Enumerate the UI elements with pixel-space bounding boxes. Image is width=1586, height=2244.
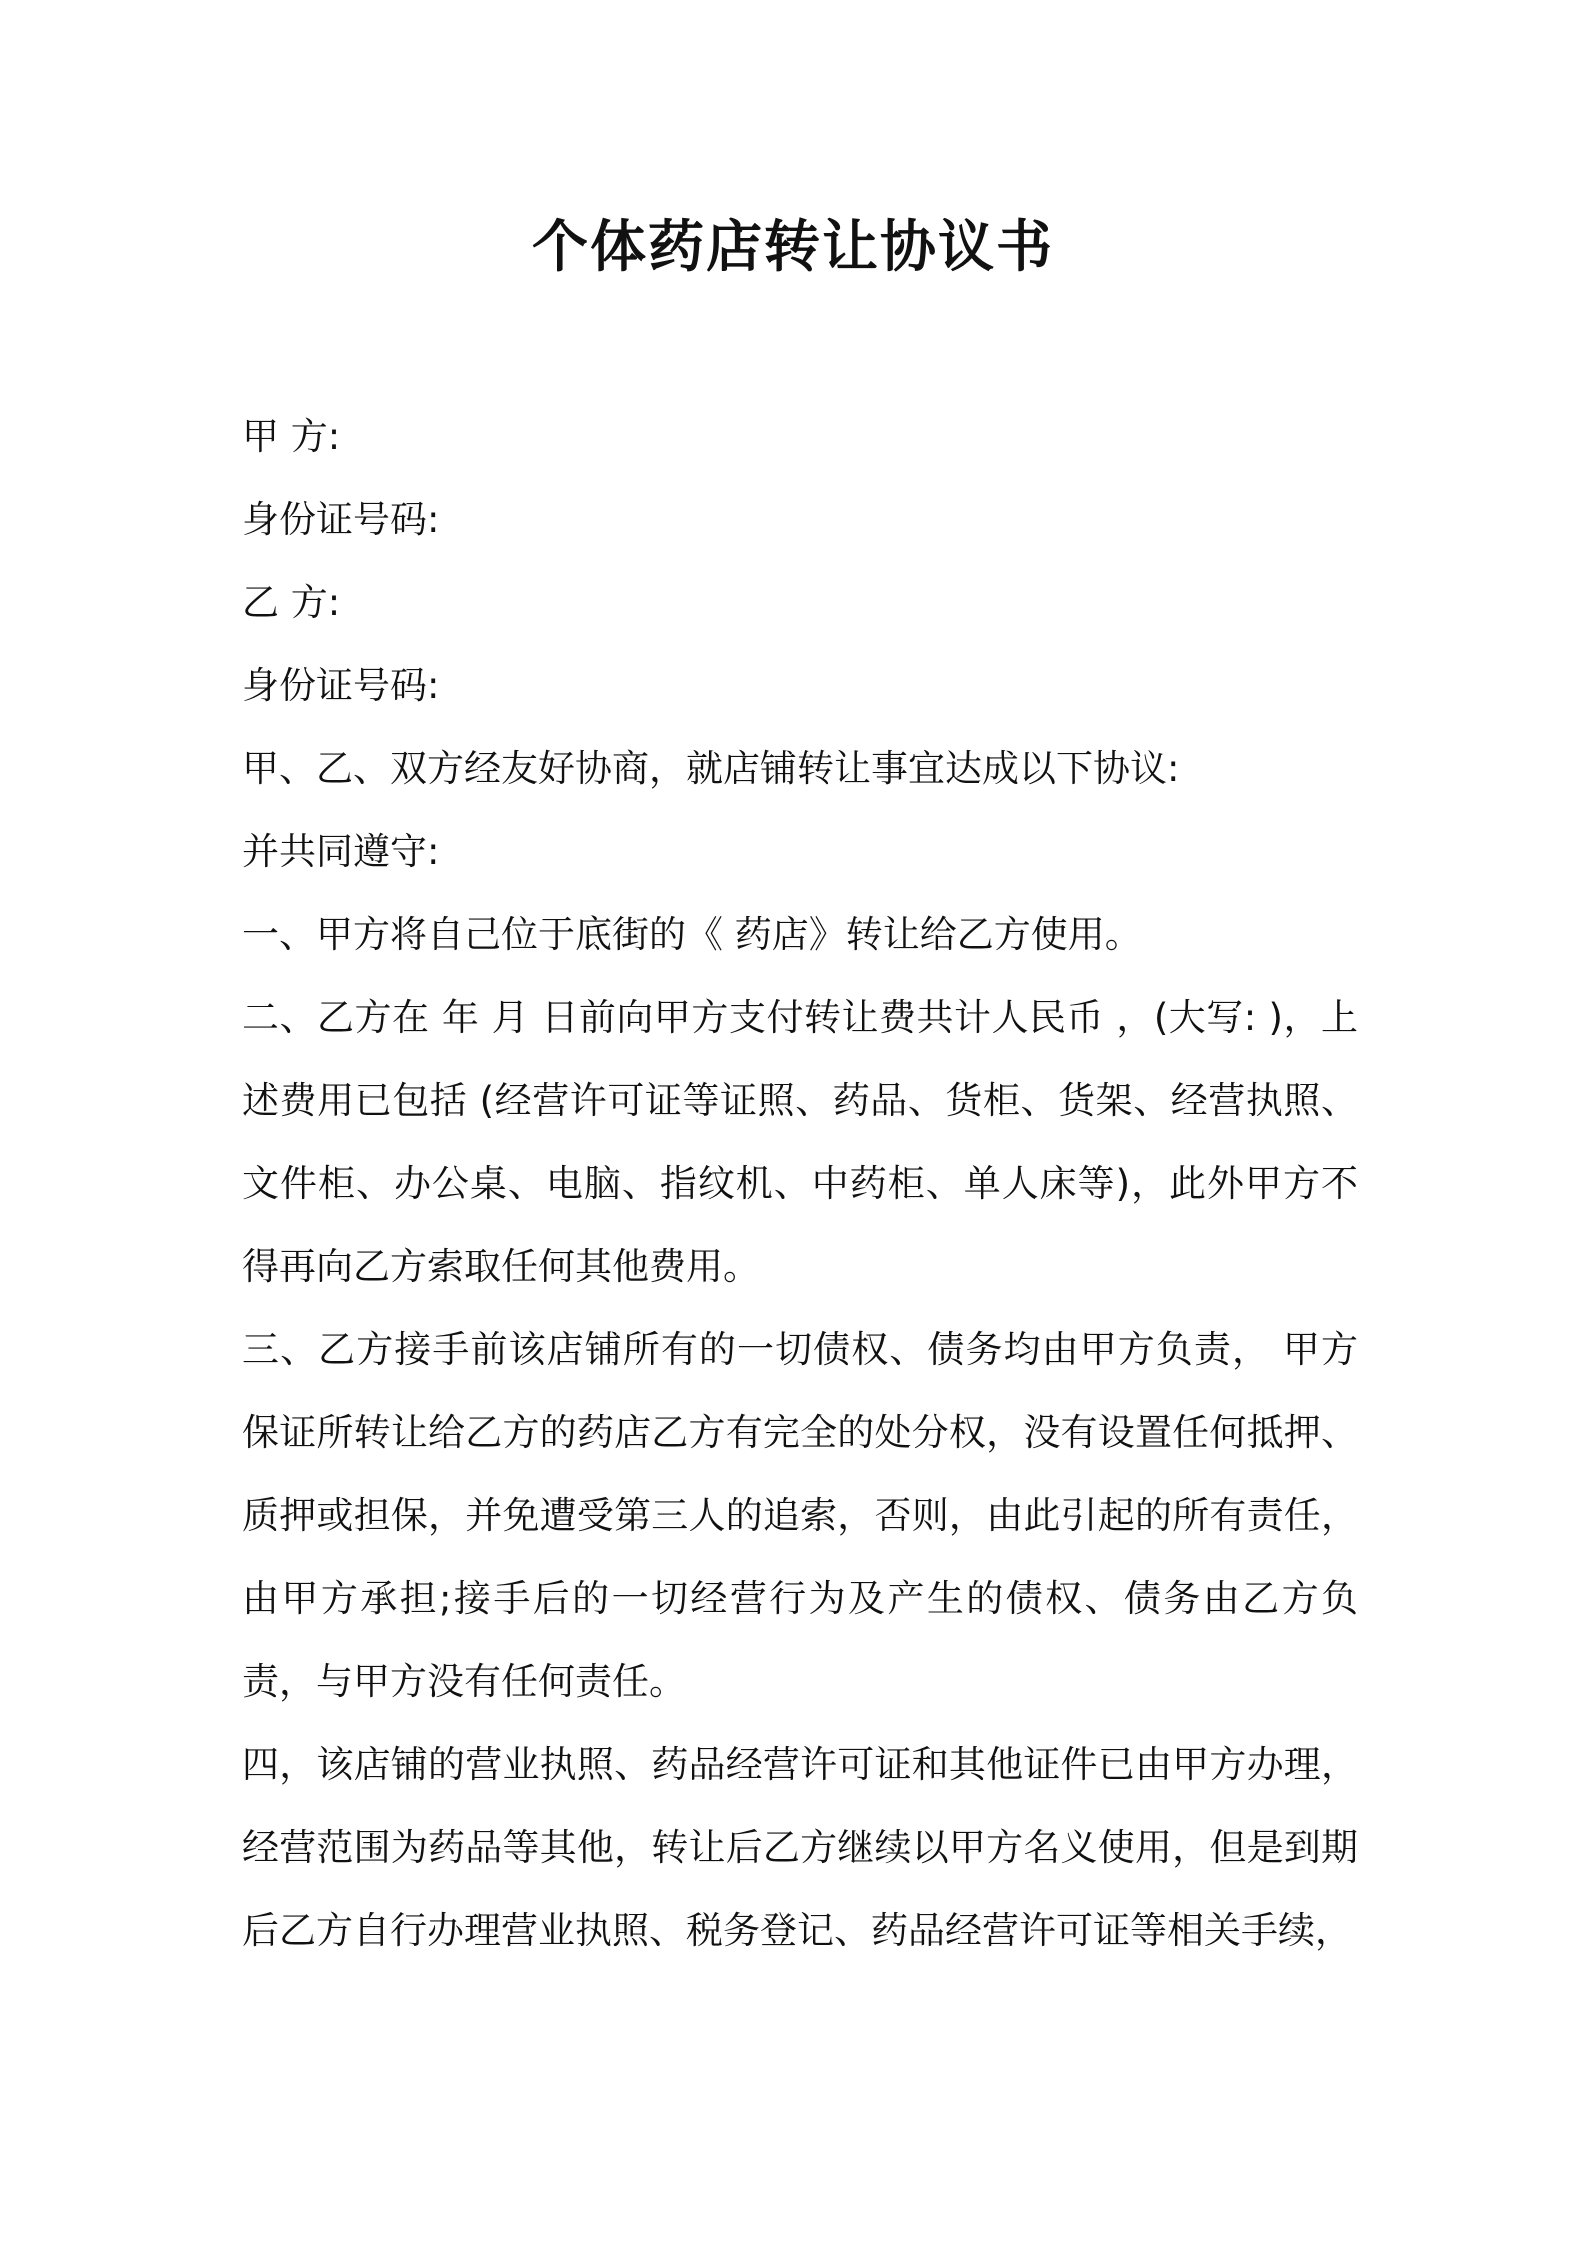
- party-b-id-line: 身份证号码:: [242, 664, 440, 707]
- clause-1: 一、甲方将自己位于底街的《 药店》转让给乙方使用。: [242, 913, 1142, 956]
- document-title: 个体药店转让协议书: [532, 215, 1054, 280]
- party-b-line: 乙 方:: [242, 581, 341, 624]
- document-body: [242, 395, 1358, 1972]
- party-a-id-line: 身份证号码:: [242, 498, 440, 541]
- agreement-compliance-line: 并共同遵守:: [242, 830, 440, 873]
- clause-4: 四，该店铺的营业执照、药品经营许可证和其他证件已由甲方办理，经营范围为药品等其他，转让后乙方继续以甲方名义使用，但是到期后乙方自行办理营业执照、税务登记、药品经营许可证等相关手续，: [242, 1743, 1358, 1952]
- agreement-intro-line: 甲、乙、双方经友好协商，就店铺转让事宜达成以下协议:: [242, 747, 1180, 790]
- clause-3: 三、乙方接手前该店铺所有的一切债权、债务均由甲方负责， 甲方保证所转让给乙方的药店乙方有完全的处分权，没有设置任何抵押、质押或担保，并免遭受第三人的追索，否则，由此引起的所有责任，由甲方承担;接手后的一切经营行为及产生的债权、债务由乙方负责，与甲方没有任何责任。: [242, 1328, 1358, 1703]
- party-a-line: 甲 方:: [242, 415, 341, 458]
- clause-2: 二、乙方在 年 月 日前向甲方支付转让费共计人民币 ，(大写: )，上述费用已包括 (经营许可证等证照、药品、货柜、货架、经营执照、文件柜、办公桌、电脑、指纹机、中药柜、单人床等)，此外甲方不得再向乙方索取任何其他费用。: [242, 996, 1358, 1288]
